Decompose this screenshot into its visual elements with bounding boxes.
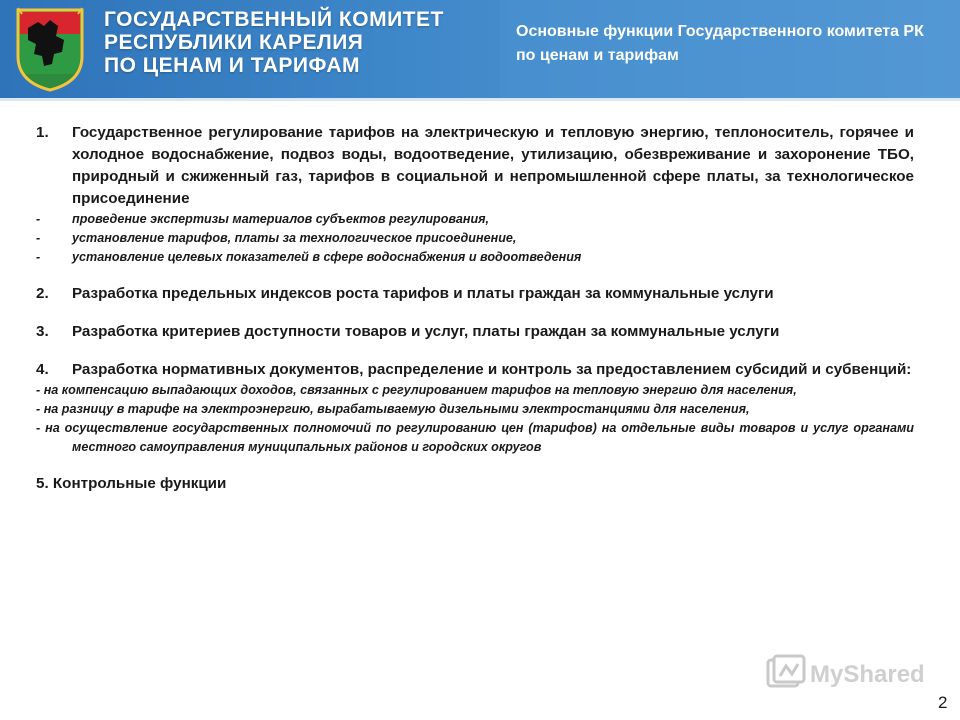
bullet-dash: - <box>36 231 41 245</box>
subitem <box>36 229 914 248</box>
subitem: - на осуществление государственных полномочий по регулированию цен (тарифов) на отдельные виды товаров и услуг органами местного самоуправления муниципальных районов и городских округов <box>36 421 914 454</box>
function-item-2 <box>36 283 914 305</box>
myshared-watermark <box>766 654 926 694</box>
function-item-5 <box>36 473 914 495</box>
functions-list <box>36 122 914 495</box>
item-number: 1. <box>36 124 49 141</box>
function-item-3 <box>36 321 914 343</box>
organization-name <box>104 8 494 77</box>
subitem: - на компенсацию выпадающих доходов, связанных с регулированием тарифов на тепловую энергию для населения, <box>36 383 797 397</box>
coat-of-arms-icon <box>14 6 86 92</box>
item-number: 3. <box>36 323 49 340</box>
item-text: Государственное регулирование тарифов на электрическую и тепловую энергию, теплоноситель, горячее и холодное водоснабжение, подвоз воды, водоотведение, утилизацию, обезвреживание и захоронение ТБО, природный и сжиженный газ, тарифов в социальной и непромышленной сфере платы, за технологическое присоединение <box>72 124 914 207</box>
item-text: Разработка предельных индексов роста тарифов и платы граждан за коммунальные услуги <box>72 285 774 302</box>
org-line-1: ГОСУДАРСТВЕННЫЙ КОМИТЕТ <box>104 8 444 31</box>
item-text: Разработка критериев доступности товаров и услуг, платы граждан за коммунальные услуги <box>72 323 780 340</box>
page-number: 2 <box>938 693 948 712</box>
function-item-4 <box>36 359 914 381</box>
svg-text:MyShared: MyShared <box>810 661 925 688</box>
item-text: Разработка нормативных документов, распределение и контроль за предоставлением субсидий и субвенций: <box>72 361 912 378</box>
function-item-1 <box>36 122 914 210</box>
org-line-2: РЕСПУБЛИКИ КАРЕЛИЯ <box>104 31 364 54</box>
subitem-text: установление целевых показателей в сфере водоснабжения и водоотведения <box>72 250 582 264</box>
bullet-dash: - <box>36 250 41 264</box>
item-number: 4. <box>36 361 49 378</box>
item-text: Контрольные функции <box>52 475 227 492</box>
bullet-dash: - <box>36 212 41 226</box>
header-divider <box>0 98 960 101</box>
item-number: 2. <box>36 285 49 302</box>
subitem <box>36 248 914 267</box>
subitem: - на разницу в тарифе на электроэнергию, вырабатываемую дизельными электростанциями для населения, <box>36 402 750 416</box>
subitem <box>36 210 914 229</box>
org-line-3: ПО ЦЕНАМ И ТАРИФАМ <box>104 54 361 77</box>
slide-title: Основные функции Государственного комитета РК по ценам и тарифам <box>516 23 924 64</box>
item-number: 5. <box>36 475 49 492</box>
subitem-text: установление тарифов, платы за технологическое присоединение, <box>72 231 517 245</box>
subitem-text: проведение экспертизы материалов субъектов регулирования, <box>72 212 490 226</box>
